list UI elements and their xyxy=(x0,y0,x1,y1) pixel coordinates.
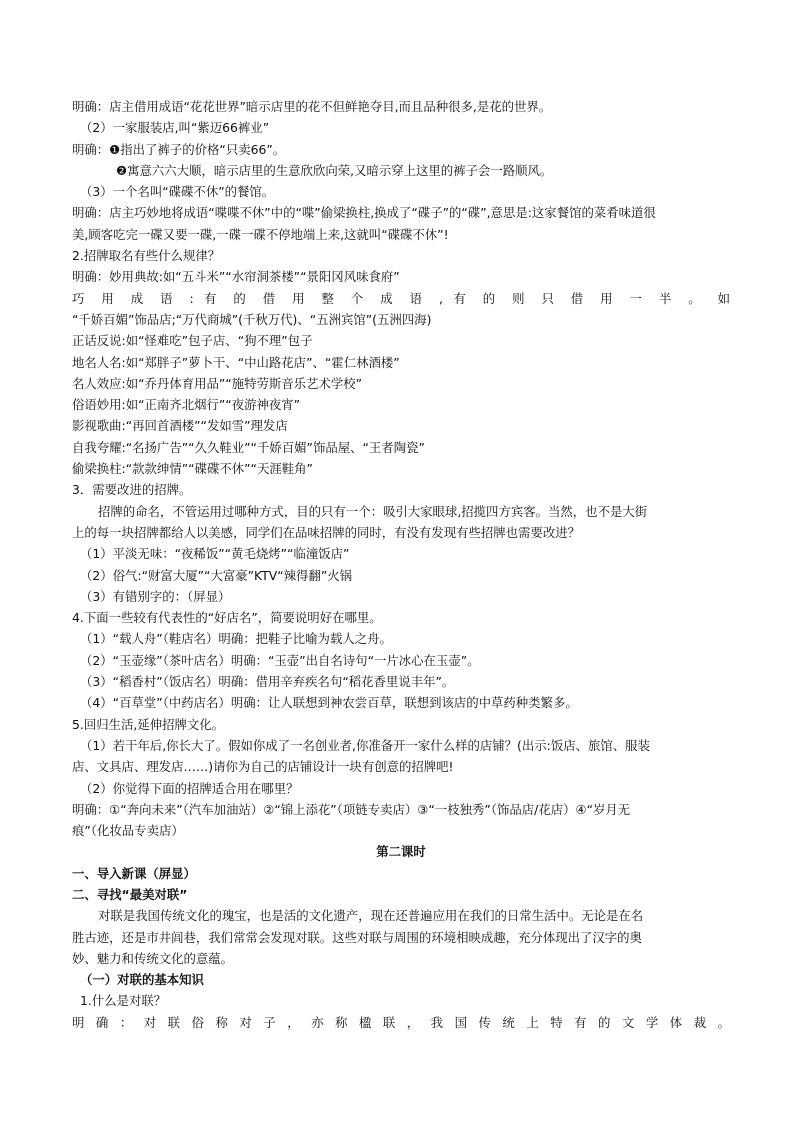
text-line: 上的每一块招牌都给人以美感，同学们在品味招牌的同时，有没有发现有些招牌也需要改进？ xyxy=(72,524,581,540)
section-title: 第二课时 xyxy=(376,844,426,860)
text-line: 影视歌曲:“再回首酒楼”“发如雪”理发店 xyxy=(72,418,288,434)
text-line: 美,顾客吃完一碟又要一碟,一碟一碟不停地端上来,这就叫“碟碟不休”! xyxy=(72,226,449,242)
text-line: 1.什么是对联？ xyxy=(80,993,167,1009)
text-line: 名人效应:如“乔丹体育用品”“施特劳斯音乐艺术学校” xyxy=(72,375,363,391)
text-line: （1）若干年后,你长大了。假如你成了一名创业者,你准备开一家什么样的店铺？(出示:饭店、旅馆、服装 xyxy=(80,737,650,753)
text-line: 妙、魅力和传统文化的意蕴。 xyxy=(72,950,234,966)
text-line: （1）平淡无味：“夜稀饭”“黄毛烧烤”“临潼饭店” xyxy=(80,546,350,562)
text-line: 明确：❶指出了裤子的价格“只卖66”。 xyxy=(72,141,286,157)
text-line: 对联是我国传统文化的瑰宝，也是活的文化遗产，现在还普遍应用在我们的日常生活中。无论是在名 xyxy=(98,908,644,924)
text-line: 胜古迹，还是市井闾巷，我们常常会发现对联。这些对联与周围的环境相映成趣，充分体现出了汉字的奥 xyxy=(72,929,642,945)
text-line: （2）一家服装店,叫“紫迈66裤业” xyxy=(80,120,270,136)
text-line: 3．需要改进的招牌。 xyxy=(72,482,192,498)
text-line: 招牌的命名，不管运用过哪种方式，目的只有一个：吸引大家眼球,招揽四方宾客。当然，也不是大街 xyxy=(98,503,648,519)
text-line: 偷梁换柱:“款款绅情”“碟碟不休”“天涯鞋角” xyxy=(72,461,313,477)
text-line: 明确：妙用典故:如“五斗米”“水帘洞茶楼”“景阳冈风味食府” xyxy=(72,269,400,285)
text-line: （3）“稻香村”（饭店名）明确：借用辛弃疾名句“稻花香里说丰年”。 xyxy=(80,674,455,690)
text-line: 明 确 ： 对 联 俗 称 对 子 ， 亦 称 楹 联 ， 我 国 传 统 上 特 有 的 文 学 体 裁 。 xyxy=(72,1014,730,1030)
text-line: （3）一个名叫“碟碟不休”的餐馆。 xyxy=(80,184,275,200)
text-line: 4.下面一些较有代表性的“好店名”，简要说明好在哪里。 xyxy=(72,610,382,626)
subsection-heading: （一）对联的基本知识 xyxy=(80,972,204,988)
text-line: 店、文具店、理发店……)请你为自己的店铺设计一块有创意的招牌吧! xyxy=(72,759,454,775)
text-line: （2）“玉壶缘”（茶叶店名）明确：“玉壶”出自名诗句“一片冰心在玉壶”。 xyxy=(80,652,480,668)
text-line: 痕”（化妆品专卖店） xyxy=(72,823,184,839)
text-line: 巧 用 成 语 : 有 的 借 用 整 个 成 语 , 有 的 则 只 借 用 一 半 。 如 xyxy=(72,290,730,306)
text-line: （2）你觉得下面的招牌适合用在哪里？ xyxy=(80,780,299,796)
section-heading: 二、寻找“最美对联” xyxy=(72,886,188,902)
text-line: 俗语妙用:如“正南齐北烟行”“夜游神夜宵” xyxy=(72,397,301,413)
text-line: 明确：①“奔向未来”（汽车加油站）②“锦上添花”（项链专卖店）③“一枝独秀”（饰品店/花店）④“岁月无 xyxy=(72,801,631,817)
text-line: （1）“载人舟”（鞋店名）明确：把鞋子比喻为载人之舟。 xyxy=(80,631,392,647)
text-line: （3）有错别字的：（屏显） xyxy=(80,588,231,604)
section-heading: 一、导入新课（屏显） xyxy=(72,865,196,881)
text-line: 5.回归生活,延伸招牌文化。 xyxy=(72,716,225,732)
text-line: 明确：店主巧妙地将成语“喋喋不休”中的“喋”偷梁换柱,换成了“碟子”的“碟”,意思是:这家餐馆的菜肴味道很 xyxy=(72,205,656,221)
text-line: 地名人名:如“郑胖子”萝卜干、“中山路花店”、“霍仁林酒楼” xyxy=(72,354,400,370)
text-line: （2）俗气:“财富大厦”“大富豪”KTV“辣得翻”火锅 xyxy=(80,567,353,583)
text-line: 自我夸耀:“名扬广告”“久久鞋业”“千娇百媚”饰品屋、“王者陶瓷” xyxy=(72,439,425,455)
text-line: 正话反说:如“怪难吃”包子店、“狗不理”包子 xyxy=(72,333,313,349)
text-line: 明确：店主借用成语“花花世界”暗示店里的花不但鲜艳夺目,而且品种很多,是花的世界。 xyxy=(72,99,552,114)
text-line: “千娇百媚”饰品店;“万代商城”(千秋万代)、“五洲宾馆”(五洲四海) xyxy=(72,311,432,327)
document-body xyxy=(72,96,730,1033)
text-line: 2.招牌取名有些什么规律？ xyxy=(72,248,221,264)
text-line: ❷寓意六六大顺，暗示店里的生意欣欣向荣,又暗示穿上这里的裤子会一路顺风。 xyxy=(116,162,553,178)
text-line: （4）“百草堂”（中药店名）明确：让人联想到神农尝百草，联想到该店的中草药种类繁多。 xyxy=(80,695,578,711)
